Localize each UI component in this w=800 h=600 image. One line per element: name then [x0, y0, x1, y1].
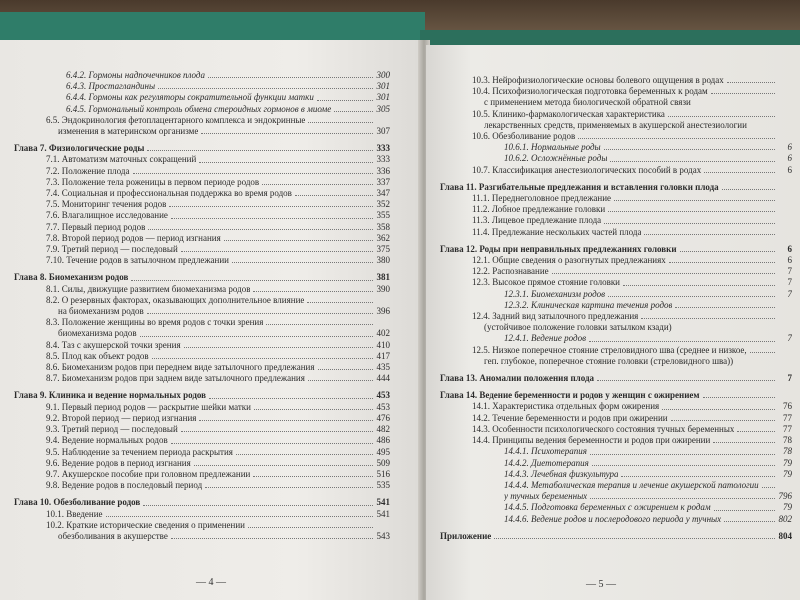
page-ref: 7 — [787, 373, 792, 384]
page-ref: 336 — [376, 165, 390, 176]
page-ref: 417 — [376, 350, 390, 361]
page-ref: 453 — [376, 401, 390, 412]
entry-title: 14.4.1. Психотерапия — [504, 446, 587, 457]
entry-title: лекарственных средств, применяемых в акушерской анестезиологии — [484, 119, 747, 130]
entry-title: 12.4. Задний вид затылочного предлежания — [472, 311, 639, 322]
toc-entry — [440, 193, 792, 204]
entry-title: геп. глубокое, поперечное стояние головки (стреловидного шва)) — [484, 355, 734, 366]
dot-leader — [236, 454, 373, 455]
dot-leader — [604, 223, 775, 224]
toc-entry — [440, 469, 792, 480]
dot-leader — [318, 369, 374, 370]
page-ref: 380 — [376, 255, 390, 266]
dot-leader — [578, 138, 775, 139]
entry-title: 14.4.4. Метаболическая терапия и лечение акушерской патологии — [504, 479, 759, 490]
page-ref: 305 — [376, 103, 390, 114]
toc-entry — [440, 300, 792, 311]
entry-title: 6.4.4. Гормоны как регуляторы сократительной функции матки — [66, 92, 314, 103]
page-ref: 6 — [787, 243, 792, 254]
toc-entry — [440, 333, 792, 344]
page-ref: 307 — [376, 126, 390, 137]
page-ref: 78 — [783, 446, 792, 457]
toc-entry — [14, 458, 390, 469]
page-ref: 337 — [376, 176, 390, 187]
page-ref: 495 — [376, 446, 390, 457]
toc-entry — [14, 509, 390, 520]
dot-leader — [248, 527, 373, 528]
entry-title: 12.3.2. Клиническая картина течения родов — [504, 299, 673, 310]
entry-title: 6.4.2. Гормоны надпочечников плода — [66, 70, 205, 80]
page-ref: 362 — [376, 232, 390, 243]
dot-leader — [614, 200, 775, 201]
entry-title: 10.7. Классификация анестезиологических пособий в родах — [472, 164, 702, 175]
dot-leader — [590, 498, 775, 499]
toc-entry — [440, 120, 792, 131]
page-number-left: — 4 — — [196, 577, 226, 588]
entry-title: 7.5. Мониторинг течения родов — [46, 199, 167, 210]
dot-leader — [608, 211, 775, 212]
page-ref: 355 — [376, 210, 390, 221]
page-ref: 453 — [376, 390, 390, 401]
page-ref: 482 — [376, 424, 390, 435]
page-ref: 541 — [376, 497, 390, 508]
entry-title: биомеханизма родов — [58, 328, 137, 339]
dot-leader — [317, 100, 373, 101]
toc-entry — [440, 491, 792, 502]
page-ref: 7 — [787, 266, 792, 277]
page-ref: 347 — [376, 188, 390, 199]
toc-entry — [440, 311, 792, 322]
right-page — [426, 45, 800, 600]
entry-title: Глава 11. Разгибательные предлежания и вставления головки плода — [440, 181, 719, 192]
toc-entry — [440, 502, 792, 513]
toc-entry — [14, 328, 390, 339]
page-ref: 543 — [376, 530, 390, 541]
page-ref: 77 — [783, 423, 792, 434]
toc-entry — [440, 266, 792, 277]
page-ref: 541 — [376, 508, 390, 519]
dot-leader — [334, 111, 373, 112]
entry-title: 7.1. Автоматизм маточных сокращений — [46, 154, 197, 165]
page-ref: 6 — [787, 164, 792, 175]
dot-leader — [266, 324, 373, 325]
entry-title: с применением метода биологической обратной связи — [484, 97, 691, 108]
entry-title: Глава 8. Биомеханизм родов — [14, 272, 129, 283]
page-ref: 802 — [778, 513, 792, 524]
page-ref: 381 — [376, 272, 390, 283]
chapter-heading — [440, 373, 792, 384]
entry-title: 14.1. Характеристика отдельных форм ожирения — [472, 401, 660, 412]
entry-title: 9.7. Акушерское пособие при головном предлежании — [46, 468, 251, 479]
dot-leader — [133, 173, 374, 174]
toc-entry — [440, 514, 792, 525]
dot-leader — [704, 172, 775, 173]
toc-entry — [440, 165, 792, 176]
entry-title: 14.4.5. Подготовка беременных с ожирением к родам — [504, 502, 711, 513]
page-ref: 7 — [787, 288, 792, 299]
entry-title: 14.4.3. Лечебная физкультура — [504, 468, 619, 479]
chapter-heading — [440, 531, 792, 542]
dot-leader — [152, 358, 373, 359]
toc-entry — [440, 131, 792, 142]
toc-entry — [14, 284, 390, 295]
entry-title: 7.2. Положение плода — [46, 165, 130, 176]
dot-leader — [184, 347, 373, 348]
dot-leader — [143, 505, 373, 506]
dot-leader — [106, 516, 373, 517]
toc-entry — [14, 126, 390, 137]
dot-leader — [589, 341, 775, 342]
entry-title: 9.2. Второй период — период изгнания — [46, 412, 197, 423]
dot-leader — [199, 162, 373, 163]
toc-entry — [14, 104, 390, 115]
dot-leader — [199, 420, 373, 421]
page-ref: 7 — [787, 277, 792, 288]
entry-title: 12.5. Низкое поперечное стояние стреловидного шва (среднее и низкое, — [472, 344, 747, 355]
toc-entry — [14, 255, 390, 266]
page-ref: 535 — [376, 480, 390, 491]
toc-entry — [14, 233, 390, 244]
toc-entry — [14, 306, 390, 317]
entry-title: 10.2. Краткие исторические сведения о применении — [46, 519, 245, 530]
page-ref: 476 — [376, 412, 390, 423]
toc-entry — [14, 188, 390, 199]
toc-entry — [440, 413, 792, 424]
dot-leader — [608, 296, 775, 297]
entry-title: 8.4. Таз с акушерской точки зрения — [46, 339, 181, 350]
toc-entry — [14, 166, 390, 177]
dot-leader — [552, 273, 775, 274]
entry-title: 11.2. Лобное предлежание головки — [472, 204, 606, 215]
dot-leader — [621, 476, 775, 477]
page-ref: 79 — [783, 468, 792, 479]
entry-title: 10.4. Психофизиологическая подготовка беременных к родам — [472, 86, 708, 97]
dot-leader — [181, 431, 373, 432]
toc-entry — [440, 289, 792, 300]
dot-leader — [714, 510, 775, 511]
dot-leader — [171, 443, 373, 444]
toc-entry — [440, 435, 792, 446]
entry-title: 9.3. Третий период — последовый — [46, 424, 178, 435]
chapter-heading — [440, 244, 792, 255]
toc-entry — [440, 277, 792, 288]
entry-title: 7.8. Второй период родов — период изгнания — [46, 232, 221, 243]
toc-entry — [14, 115, 390, 126]
dot-leader — [201, 133, 373, 134]
entry-title: 12.4.1. Ведение родов — [504, 333, 586, 344]
toc-entry — [440, 215, 792, 226]
dot-leader — [737, 431, 775, 432]
page-ref: 796 — [778, 491, 792, 502]
toc-entry — [440, 142, 792, 153]
page-ref: 435 — [376, 362, 390, 373]
dot-leader — [254, 409, 373, 410]
dot-leader — [680, 251, 775, 252]
entry-title: Глава 13. Аномалии положения плода — [440, 373, 595, 384]
page-ref: 79 — [783, 502, 792, 513]
entry-title: 8.5. Плод как объект родов — [46, 350, 149, 361]
entry-title: Глава 12. Роды при неправильных предлежаниях головки — [440, 243, 677, 254]
page-ref: 358 — [376, 221, 390, 232]
page-ref: 509 — [376, 457, 390, 468]
page-ref: 375 — [376, 244, 390, 255]
entry-title: у тучных беременных — [504, 491, 588, 502]
toc-entry — [440, 153, 792, 164]
dot-leader — [148, 229, 373, 230]
dot-leader — [171, 218, 373, 219]
entry-title: Глава 10. Обезболивание родов — [14, 497, 141, 508]
page-ref: 300 — [376, 70, 390, 80]
toc-entry — [14, 70, 390, 81]
page-ref: 78 — [783, 435, 792, 446]
toc-entry — [14, 177, 390, 188]
toc-entry — [14, 222, 390, 233]
dot-leader — [641, 318, 775, 319]
page-number-right: — 5 — — [586, 579, 616, 590]
entry-title: 10.1. Введение — [46, 508, 103, 519]
dot-leader — [208, 77, 373, 78]
entry-title: 14.4.6. Ведение родов и послеродового периода у тучных — [504, 513, 722, 524]
entry-title: 7.6. Влагалищное исследование — [46, 210, 168, 221]
toc-entry — [14, 413, 390, 424]
toc-entry — [14, 351, 390, 362]
dot-leader — [158, 88, 373, 89]
page-ref: 804 — [778, 530, 792, 541]
toc-entry — [440, 204, 792, 215]
dot-leader — [668, 116, 775, 117]
dot-leader — [671, 420, 775, 421]
toc-entry — [440, 109, 792, 120]
entry-title: 9.6. Ведение родов в период изгнания — [46, 457, 191, 468]
toc-entry — [440, 446, 792, 457]
page-ref: 333 — [376, 154, 390, 165]
dot-leader — [703, 397, 775, 398]
page-ref: 333 — [376, 143, 390, 154]
dot-leader — [675, 307, 775, 308]
dot-leader — [592, 465, 775, 466]
table-of-contents-left — [14, 70, 390, 542]
page-ref: 6 — [787, 142, 792, 153]
toc-entry — [440, 86, 792, 97]
toc-entry — [14, 435, 390, 446]
entry-title: Глава 7. Физиологические роды — [14, 143, 145, 154]
entry-title: 10.6. Обезболивание родов — [472, 131, 576, 142]
dot-leader — [590, 454, 775, 455]
entry-title: 14.4.2. Диетотерапия — [504, 457, 589, 468]
entry-title: 10.3. Нейрофизиологические основы болевого ощущения в родах — [472, 75, 724, 85]
dot-leader — [713, 442, 775, 443]
entry-title: 10.6.1. Нормальные роды — [504, 142, 601, 153]
entry-title: 8.1. Силы, движущие развитием биомеханизма родов — [46, 283, 251, 294]
entry-title: на биомеханизм родов — [58, 306, 144, 317]
dot-leader — [762, 487, 775, 488]
toc-entry — [440, 227, 792, 238]
entry-title: (устойчивое положение головки затылком кзади) — [484, 322, 672, 333]
entry-title: 7.10. Течение родов в затылочном предлежании — [46, 255, 229, 266]
entry-title: 7.9. Третий период — последовый — [46, 244, 178, 255]
toc-entry — [14, 424, 390, 435]
toc-entry — [440, 255, 792, 266]
dot-leader — [205, 487, 373, 488]
page-ref: 76 — [783, 401, 792, 412]
entry-title: 14.4. Принципы ведения беременности и родов при ожирении — [472, 435, 711, 446]
page-ref: 6 — [787, 255, 792, 266]
page-ref: 79 — [783, 457, 792, 468]
dot-leader — [662, 409, 775, 410]
page-ref: 301 — [376, 92, 390, 103]
chapter-heading — [14, 390, 390, 401]
chapter-heading — [440, 182, 792, 193]
dot-leader — [308, 380, 373, 381]
entry-title: 14.2. Течение беременности и родов при ожирении — [472, 412, 668, 423]
entry-title: 8.3. Положение женщины во время родов с точки зрения — [46, 317, 264, 328]
toc-entry — [440, 75, 792, 86]
entry-title: 14.3. Особенности психологического состояния тучных беременных — [472, 423, 735, 434]
toc-entry — [14, 199, 390, 210]
page-ref: 6 — [787, 153, 792, 164]
entry-title: 6.5. Эндокринология фетоплацентарного комплекса и эндокринные — [46, 114, 306, 125]
toc-entry — [440, 480, 792, 491]
toc-entry — [14, 531, 390, 542]
entry-title: 9.5. Наблюдение за течением периода раскрытия — [46, 446, 233, 457]
dot-leader — [131, 280, 373, 281]
dot-leader — [724, 521, 775, 522]
entry-title: 11.3. Лицевое предлежание плода — [472, 215, 602, 226]
toc-entry — [14, 340, 390, 351]
dot-leader — [644, 234, 775, 235]
toc-entry — [14, 295, 390, 306]
entry-title: 11.1. Переднеголовное предлежание — [472, 193, 612, 204]
entry-title: 6.4.3. Простагландины — [66, 81, 156, 92]
dot-leader — [494, 538, 775, 539]
page-ref: 301 — [376, 81, 390, 92]
entry-title: 8.2. О резервных факторах, оказывающих дополнительное влияние — [46, 294, 305, 305]
dot-leader — [171, 538, 373, 539]
toc-entry — [14, 480, 390, 491]
entry-title: 7.4. Социальная и профессиональная поддержка во время родов — [46, 188, 292, 199]
entry-title: 9.8. Ведение родов в последовый период — [46, 480, 203, 491]
entry-title: 12.3.1. Биомеханизм родов — [504, 288, 606, 299]
dot-leader — [295, 195, 373, 196]
toc-entry — [440, 424, 792, 435]
entry-title: 8.6. Биомеханизм родов при переднем виде затылочного предлежания — [46, 362, 315, 373]
entry-title: 9.4. Ведение нормальных родов — [46, 435, 168, 446]
toc-entry — [14, 210, 390, 221]
page-ref: 410 — [376, 339, 390, 350]
chapter-heading — [14, 497, 390, 508]
toc-entry — [440, 401, 792, 412]
entry-title: 11.4. Предлежание нескольких частей плода — [472, 226, 642, 237]
page-ref: 7 — [787, 333, 792, 344]
dot-leader — [669, 262, 775, 263]
dot-leader — [147, 150, 373, 151]
toc-entry — [14, 81, 390, 92]
dot-leader — [209, 398, 373, 399]
entry-title: 10.6.2. Осложнённые роды — [504, 153, 608, 164]
entry-title: 12.3. Высокое прямое стояние головки — [472, 277, 621, 288]
entry-title: 7.7. Первый период родов — [46, 221, 146, 232]
toc-entry — [14, 92, 390, 103]
chapter-heading — [14, 272, 390, 283]
entry-title: 9.1. Первый период родов — раскрытие шейки матки — [46, 401, 251, 412]
entry-title: обезболивания в акушерстве — [58, 530, 168, 541]
dot-leader — [750, 352, 775, 353]
entry-title: 7.3. Положение тела роженицы в первом периоде родов — [46, 176, 260, 187]
table-of-contents-right — [440, 75, 792, 542]
left-page — [0, 40, 424, 600]
toc-entry — [14, 362, 390, 373]
dot-leader — [727, 82, 775, 83]
page-ref: 486 — [376, 435, 390, 446]
page-ref: 402 — [376, 328, 390, 339]
dot-leader — [610, 161, 775, 162]
dot-leader — [169, 206, 373, 207]
entry-title: 6.4.5. Гормональный контроль обмена стероидных гормонов в миоме — [66, 103, 332, 114]
toc-entry — [440, 345, 792, 356]
page-ref: 352 — [376, 199, 390, 210]
dot-leader — [623, 285, 775, 286]
entry-title: 12.1. Общие сведения о разогнутых предлежаниях — [472, 255, 666, 266]
entry-title: изменения в материнском организме — [58, 126, 199, 137]
dot-leader — [307, 302, 373, 303]
entry-title: Приложение — [440, 530, 492, 541]
dot-leader — [711, 93, 775, 94]
page-ref: 396 — [376, 306, 390, 317]
page-ref: 444 — [376, 373, 390, 384]
page-ref: 77 — [783, 412, 792, 423]
toc-entry — [14, 402, 390, 413]
entry-title: 8.7. Биомеханизм родов при заднем виде затылочного предлежания — [46, 373, 305, 384]
toc-entry — [14, 520, 390, 531]
dot-leader — [253, 291, 373, 292]
toc-entry — [14, 373, 390, 384]
dot-leader — [722, 189, 775, 190]
entry-title: Глава 14. Ведение беременности и родов у женщин с ожирением — [440, 390, 700, 401]
toc-entry — [14, 447, 390, 458]
dot-leader — [262, 184, 373, 185]
toc-entry — [14, 154, 390, 165]
dot-leader — [181, 251, 373, 252]
dot-leader — [253, 476, 373, 477]
toc-entry — [14, 317, 390, 328]
dot-leader — [604, 149, 775, 150]
toc-entry — [440, 97, 792, 108]
dot-leader — [232, 262, 373, 263]
toc-entry — [440, 322, 792, 333]
entry-title: 10.5. Клинико-фармакологическая характеристика — [472, 108, 665, 119]
dot-leader — [597, 380, 775, 381]
dot-leader — [140, 336, 373, 337]
dot-leader — [147, 313, 373, 314]
dot-leader — [308, 122, 373, 123]
chapter-heading — [440, 390, 792, 401]
toc-entry — [440, 356, 792, 367]
toc-entry — [440, 458, 792, 469]
toc-entry — [14, 244, 390, 255]
page-ref: 390 — [376, 283, 390, 294]
page-ref: 516 — [376, 468, 390, 479]
entry-title: Глава 9. Клиника и ведение нормальных родов — [14, 390, 207, 401]
entry-title: 12.2. Распознавание — [472, 266, 549, 277]
chapter-heading — [14, 143, 390, 154]
dot-leader — [194, 465, 373, 466]
toc-entry — [14, 469, 390, 480]
dot-leader — [224, 240, 373, 241]
